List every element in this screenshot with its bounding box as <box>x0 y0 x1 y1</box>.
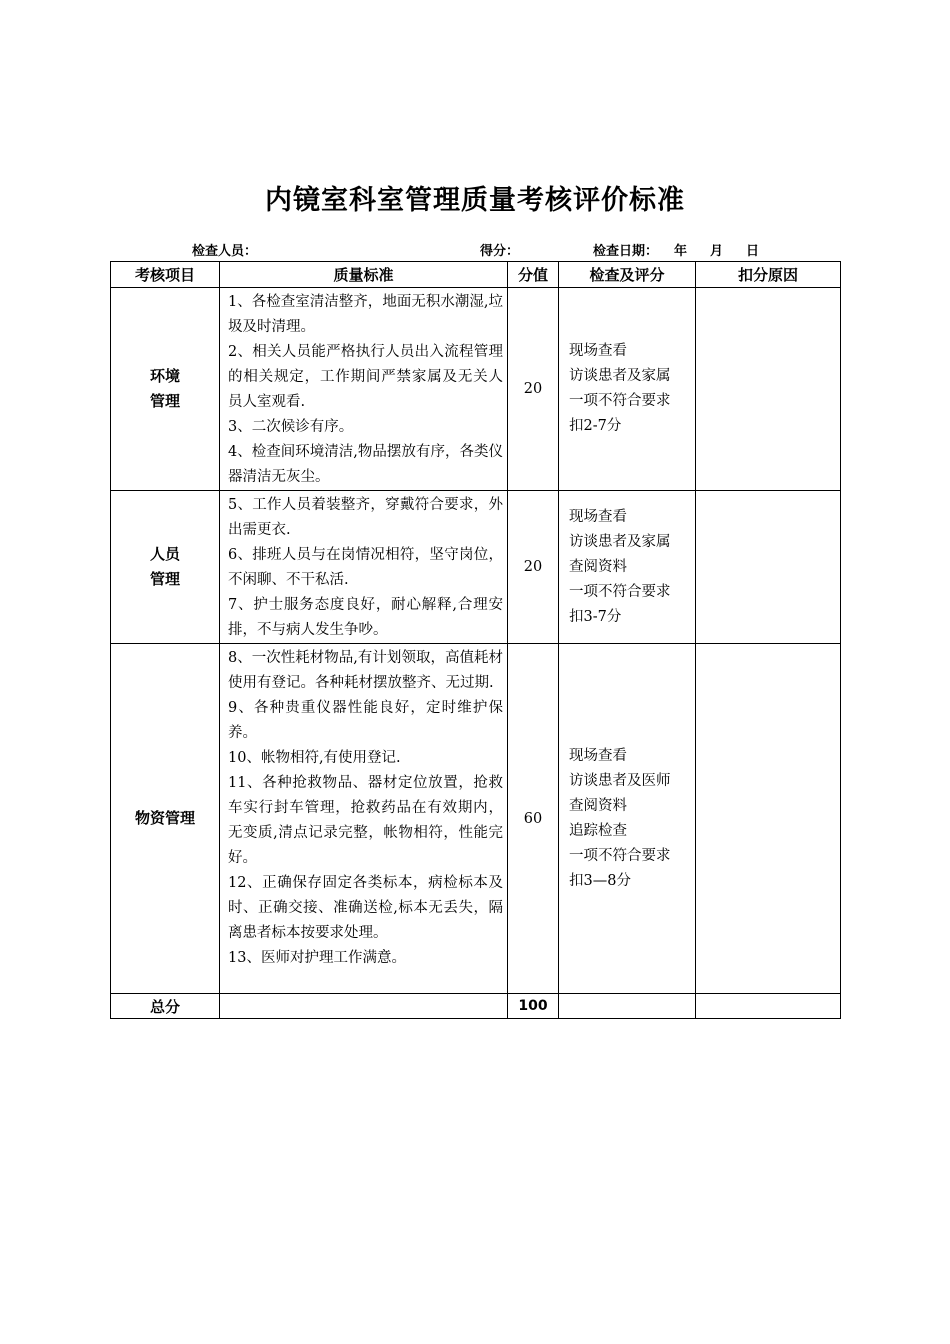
method-item: 一项不符合要求 <box>569 583 671 600</box>
standard-item: 11、各种抢救物品、器材定位放置，抢救车实行封车管理，抢救药品在有效期内，无变质,清点记录完整，帐物相符，性能完好。 <box>228 775 503 866</box>
category-label: 物资管理 <box>134 809 195 827</box>
score-value: 60 <box>508 644 559 994</box>
category-cell <box>111 644 220 994</box>
standard-item: 12、正确保存固定各类标本，病检标本及时、正确交接、准确送检,标本无丢失，隔离患者标本按要求处理。 <box>228 875 503 941</box>
method-item: 现场查看 <box>569 508 627 525</box>
header-deduction-reason: 扣分原因 <box>696 262 841 288</box>
method-item: 访谈患者及家属 <box>569 368 671 384</box>
table-header-row <box>111 262 841 288</box>
standard-item: 1、各检查室清洁整齐，地面无积水潮湿,垃圾及时清理。 <box>228 294 503 335</box>
date-label: 检查日期： <box>593 244 659 259</box>
category-label: 环境 <box>149 367 180 385</box>
score-value: 20 <box>508 288 559 491</box>
score-value: 20 <box>508 491 559 644</box>
category-label: 管理 <box>149 392 180 410</box>
standard-item: 8、一次性耗材物品,有计划领取，高值耗材使用有登记。各种耗材摆放整齐、无过期. <box>228 650 503 691</box>
standard-item: 4、检查间环境清洁,物品摆放有序，各类仪器清洁无灰尘。 <box>228 444 503 485</box>
standard-item: 7、护士服务态度良好，耐心解释,合理安排，不与病人发生争吵。 <box>228 597 503 638</box>
method-cell <box>559 288 696 491</box>
total-reason-cell <box>696 994 841 1019</box>
header-inspection: 检查及评分 <box>559 262 696 288</box>
total-standard-cell <box>220 994 508 1019</box>
method-item: 访谈患者及医师 <box>569 772 671 789</box>
total-inspection-cell <box>559 994 696 1019</box>
method-item: 扣3-7分 <box>569 608 622 625</box>
method-item: 访谈患者及家属 <box>569 533 671 550</box>
category-cell <box>111 491 220 644</box>
total-label: 总分 <box>111 994 220 1019</box>
standard-item: 6、排班人员与在岗情况相符，坚守岗位，不闲聊、不干私活. <box>228 547 503 588</box>
standard-cell <box>220 644 508 994</box>
evaluation-table <box>110 261 841 1019</box>
month-label: 月 <box>710 244 724 259</box>
method-item: 扣2-7分 <box>569 418 622 434</box>
table-row <box>111 491 841 644</box>
page-title: 内镜室科室管理质量考核评价标准 <box>265 185 685 216</box>
standard-item: 13、医师对护理工作满意。 <box>228 950 406 966</box>
table-row <box>111 288 841 491</box>
method-item: 查阅资料 <box>569 558 627 575</box>
method-item: 一项不符合要求 <box>569 393 671 409</box>
standard-item: 9、各种贵重仪器性能良好，定时维护保养。 <box>228 700 503 741</box>
standard-cell <box>220 491 508 644</box>
method-item: 查阅资料 <box>569 797 627 814</box>
standard-cell <box>220 288 508 491</box>
year-label: 年 <box>674 244 688 259</box>
header-score: 分值 <box>508 262 559 288</box>
method-cell <box>559 491 696 644</box>
header-category: 考核项目 <box>111 262 220 288</box>
standard-item: 2、相关人员能严格执行人员出入流程管理的相关规定，工作期间严禁家属及无关人员人室观看. <box>228 344 503 410</box>
deduction-reason-cell <box>696 491 841 644</box>
table-row <box>111 644 841 994</box>
inspector-label: 检查人员： <box>192 244 258 259</box>
standard-item: 3、二次候诊有序。 <box>228 419 354 435</box>
total-score: 100 <box>508 994 559 1019</box>
method-item: 一项不符合要求 <box>569 847 671 864</box>
category-label: 管理 <box>149 570 180 588</box>
method-item: 追踪检查 <box>569 822 627 839</box>
standard-item: 5、工作人员着装整齐，穿戴符合要求，外出需更衣. <box>228 497 503 538</box>
deduction-reason-cell <box>696 288 841 491</box>
category-label: 人员 <box>149 545 180 563</box>
method-cell <box>559 644 696 994</box>
standard-item: 10、帐物相符,有使用登记. <box>228 750 401 766</box>
category-cell <box>111 288 220 491</box>
method-item: 扣3—8分 <box>569 872 631 889</box>
total-row <box>111 994 841 1019</box>
score-label: 得分： <box>480 244 520 259</box>
deduction-reason-cell <box>696 644 841 994</box>
header-standard: 质量标准 <box>220 262 508 288</box>
method-item: 现场查看 <box>569 343 627 359</box>
method-item: 现场查看 <box>569 747 627 764</box>
day-label: 日 <box>746 244 760 259</box>
